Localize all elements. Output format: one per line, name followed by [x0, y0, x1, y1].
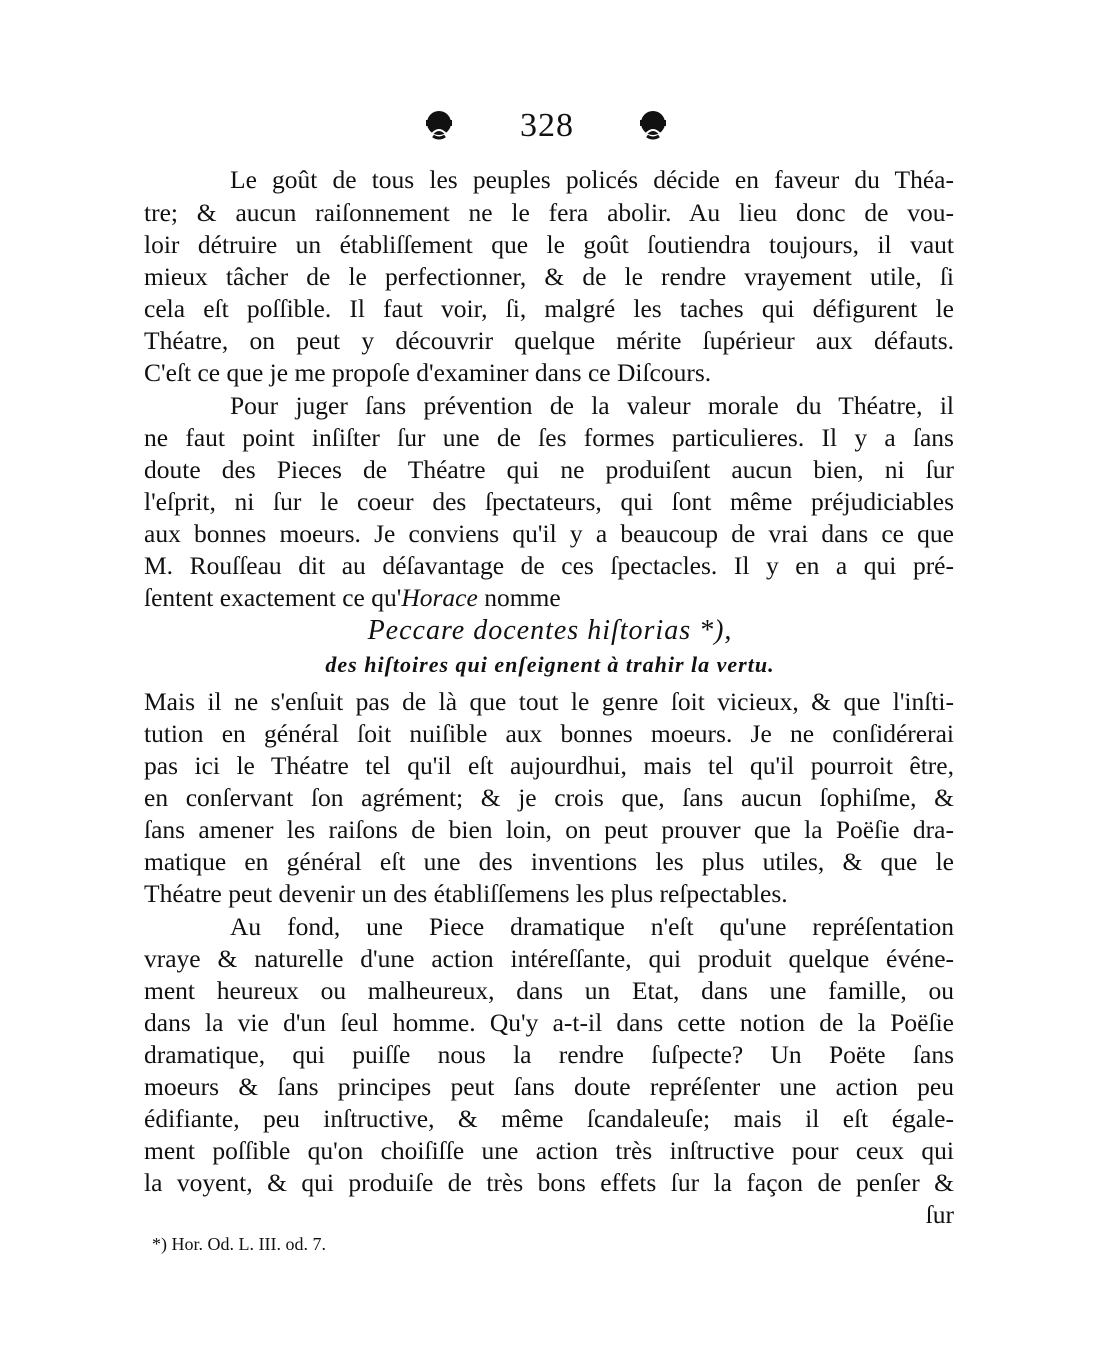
- italic-name: Horace: [401, 583, 478, 612]
- text-line: pas ici le Théatre tel qu'il eſt aujourdhui, mais tel qu'il pourroit être,: [144, 751, 954, 780]
- text-line: M. Rouſſeau dit au déſavantage de ces ſpectacles. Il y en a qui pré-: [144, 551, 954, 580]
- text-span: ſentent exactement ce qu': [144, 583, 402, 612]
- text-line: dramatique, qui puiſſe nous la rendre ſuſpecte? Un Poëte ſans: [144, 1040, 954, 1069]
- latin-quote: Peccare docentes hiſtorias *),: [367, 615, 733, 646]
- fleuron-ornament-left-icon: [424, 108, 454, 140]
- text-line: mieux tâcher de le perfectionner, & de le rendre vrayement utile, ſi: [144, 262, 954, 291]
- text-line: Le goût de tous les peuples policés décide en faveur du Théa-: [230, 165, 954, 194]
- text-line: ment poſſible qu'on choiſiſſe une action très inſtructive pour ceux qui: [144, 1136, 954, 1165]
- page-header: [0, 104, 1100, 148]
- text-line: l'eſprit, ni ſur le coeur des ſpectateurs, qui ſont même préjudiciables: [144, 487, 954, 516]
- text-line: vraye & naturelle d'une action intéreſſante, qui produit quelque événe-: [144, 944, 954, 973]
- text-line: Pour juger ſans prévention de la valeur morale du Théatre, il: [230, 391, 954, 420]
- text-line: C'eſt ce que je me propoſe d'examiner dans ce Diſcours.: [144, 358, 712, 387]
- text-line: Théatre peut devenir un des établiſſemens les plus reſpectables.: [144, 879, 788, 908]
- text-line: édifiante, peu inſtructive, & même ſcandaleuſe; mais il eſt égale-: [144, 1104, 954, 1133]
- text-line: aux bonnes moeurs. Je conviens qu'il y a beaucoup de vrai dans ce que: [144, 519, 954, 548]
- text-line: Théatre, on peut y découvrir quelque mérite ſupérieur aux défauts.: [144, 326, 954, 355]
- text-line: tre; & aucun raiſonnement ne le fera abolir. Au lieu donc de vou-: [144, 198, 954, 227]
- page-number: 328: [520, 107, 574, 144]
- text-span: nomme: [477, 583, 561, 612]
- text-line: [144, 583, 954, 613]
- text-line: matique en général eſt une des inventions les plus utiles, & que le: [144, 847, 954, 876]
- text-line: tution en général ſoit nuiſible aux bonnes moeurs. Je ne conſidérerai: [144, 719, 954, 748]
- fleuron-ornament-right-icon: [638, 108, 668, 140]
- text-line: moeurs & ſans principes peut ſans doute repréſenter une action peu: [144, 1072, 954, 1101]
- text-line: ne faut point inſiſter ſur une de ſes formes particulieres. Il y a ſans: [144, 423, 954, 452]
- text-line: loir détruire un établiſſement que le goût ſoutiendra toujours, il vaut: [144, 230, 954, 259]
- text-line: doute des Pieces de Théatre qui ne produiſent aucun bien, ni ſur: [144, 455, 954, 484]
- text-line: dans la vie d'un ſeul homme. Qu'y a-t-il dans cette notion de la Poëſie: [144, 1008, 954, 1037]
- text-line: ment heureux ou malheureux, dans un Etat, dans une famille, ou: [144, 976, 954, 1005]
- text-line: en conſervant ſon agrément; & je crois que, ſans aucun ſophiſme, &: [144, 783, 954, 812]
- text-line: cela eſt poſſible. Il faut voir, ſi, malgré les taches qui défigurent le: [144, 294, 954, 323]
- text-line: Mais il ne s'enſuit pas de là que tout le genre ſoit vicieux, & que l'inſti-: [144, 687, 954, 716]
- footnote: *) Hor. Od. L. III. od. 7.: [152, 1234, 326, 1254]
- text-line: ſans amener les raiſons de bien loin, on peut prouver que la Poëſie dra-: [144, 815, 954, 844]
- quote-translation: des hiſtoires qui enſeignent à trahir la vertu.: [325, 652, 775, 677]
- text-line: la voyent, & qui produiſe de très bons effets ſur la façon de penſer &: [144, 1168, 954, 1197]
- text-line: Au fond, une Piece dramatique n'eſt qu'une repréſentation: [230, 912, 954, 941]
- catchword: ſur: [925, 1200, 954, 1229]
